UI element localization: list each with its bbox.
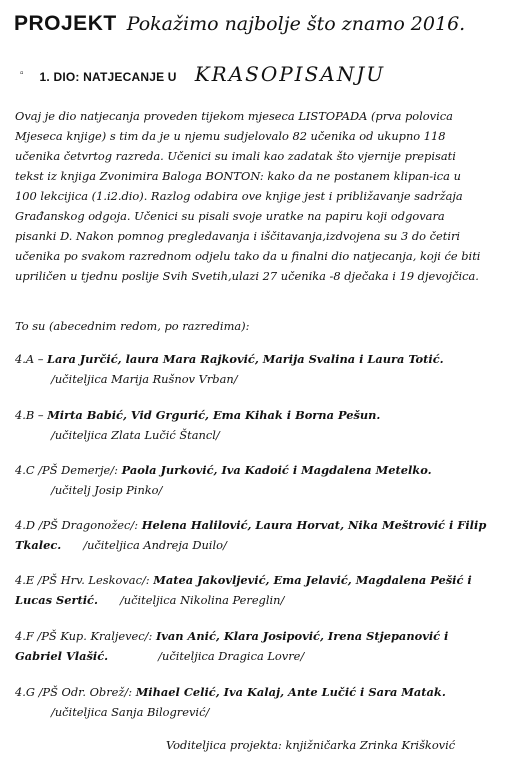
intro-line: pisanki D. Nakon pomnog pregledavanja i iščitavanja,izdvojena su 3 do četiri xyxy=(15,229,461,243)
bullet-icon: ▫ xyxy=(20,68,24,79)
intro-line: Ovaj je dio natjecanja proveden tijekom mjeseca LISTOPADA (prva polovica xyxy=(15,109,453,123)
class-label: 4.B – xyxy=(15,408,44,422)
class-entry-4c xyxy=(15,460,503,500)
title-project-name: Pokažimo najbolje što znamo 2016. xyxy=(126,13,466,35)
class-line xyxy=(15,626,503,646)
class-line xyxy=(15,535,503,555)
class-label: 4.A – xyxy=(15,352,44,366)
class-label: 4.C /PŠ Demerje/: xyxy=(15,463,118,477)
class-label: 4.E /PŠ Hrv. Leskovac/: xyxy=(15,573,150,587)
class-line xyxy=(15,460,503,480)
class-line xyxy=(15,646,503,666)
class-line xyxy=(15,515,503,535)
class-entry-4b xyxy=(15,405,503,445)
class-line xyxy=(15,349,503,369)
intro-line: 100 lekcijica (1.i2.dio). Razlog odabira ove knjige jest i približavanje sadržaja xyxy=(15,189,463,203)
student-names: Mihael Celić, Iva Kalaj, Ante Lučić i Sara Matak. xyxy=(135,685,446,699)
class-line xyxy=(15,682,503,702)
student-names: Matea Jakovljević, Ema Jelavić, Magdalena Pešić i xyxy=(153,573,472,587)
teacher-name: /učiteljica Marija Rušnov Vrban/ xyxy=(51,372,238,386)
class-label: 4.D /PŠ Dragonožec/: xyxy=(15,518,139,532)
class-line xyxy=(15,405,503,425)
teacher-name: /učiteljica Nikolina Pereglin/ xyxy=(119,593,285,607)
project-coordinator: Voditeljica projekta: knjižničarka Zrinka Krišković xyxy=(166,738,456,752)
section-heading-label: 1. DIO: NATJECANJE U xyxy=(39,70,177,84)
class-entry-4d xyxy=(15,515,503,555)
student-names: Ivan Anić, Klara Josipović, Irena Stjepanović i xyxy=(155,629,449,643)
intro-line: učenika četvrtog razreda. Učenici su imali kao zadatak što vjernije prepisati xyxy=(15,149,456,163)
intro-line: učenika po svakom razrednom odjelu tako da u finalni dio natjecanja, koji će biti xyxy=(15,249,481,263)
student-names: Mirta Babić, Vid Grgurić, Ema Kihak i Borna Pešun. xyxy=(47,408,381,422)
teacher-name: /učitelj Josip Pinko/ xyxy=(51,483,163,497)
class-line xyxy=(15,570,503,590)
class-entry-4a xyxy=(15,349,503,389)
class-label: 4.F /PŠ Kup. Kraljevec/: xyxy=(15,629,153,643)
intro-line: Građanskog odgoja. Učenici su pisali svoje uratke na papiru koji odgovara xyxy=(15,209,445,223)
class-line xyxy=(15,590,503,610)
student-names: Tkalec. xyxy=(15,538,62,552)
intro-line: tekst iz knjiga Zvonimira Baloga BONTON: kako da ne postanem klipan-ica u xyxy=(15,169,461,183)
student-names: Gabriel Vlašić. xyxy=(15,649,109,663)
teacher-name: /učiteljica Andreja Duilo/ xyxy=(83,538,227,552)
student-names: Lucas Sertić. xyxy=(15,593,98,607)
class-entry-4e xyxy=(15,570,503,610)
title-project-label: PROJEKT xyxy=(14,12,117,35)
section-heading-topic: KRASOPISANJU xyxy=(194,62,386,86)
list-heading: To su (abecednim redom, po razredima): xyxy=(15,319,250,333)
intro-line: Mjeseca knjige) s tim da je u njemu sudjelovalo 82 učenika od ukupno 118 xyxy=(15,129,446,143)
student-names: Paola Jurković, Iva Kadoić i Magdalena Metelko. xyxy=(121,463,432,477)
class-entry-4f xyxy=(15,626,503,666)
page-title xyxy=(14,12,465,36)
section-heading xyxy=(20,62,385,86)
student-names: Lara Jurčić, laura Mara Rajković, Marija Svalina i Laura Totić. xyxy=(47,352,444,366)
class-entry-4g xyxy=(15,682,503,722)
intro-line: upriličen u tjednu poslije Svih Svetih,ulazi 27 učenika -8 dječaka i 19 djevojčica. xyxy=(15,269,479,283)
intro-paragraph xyxy=(15,106,503,286)
student-names: Helena Halilović, Laura Horvat, Nika Meštrović i Filip xyxy=(141,518,487,532)
teacher-name: /učiteljica Dragica Lovre/ xyxy=(158,649,305,663)
class-label: 4.G /PŠ Odr. Obrež/: xyxy=(15,685,133,699)
teacher-name: /učiteljica Zlata Lučić Štancl/ xyxy=(51,428,220,442)
teacher-name: /učiteljica Sanja Bilogrević/ xyxy=(51,705,210,719)
